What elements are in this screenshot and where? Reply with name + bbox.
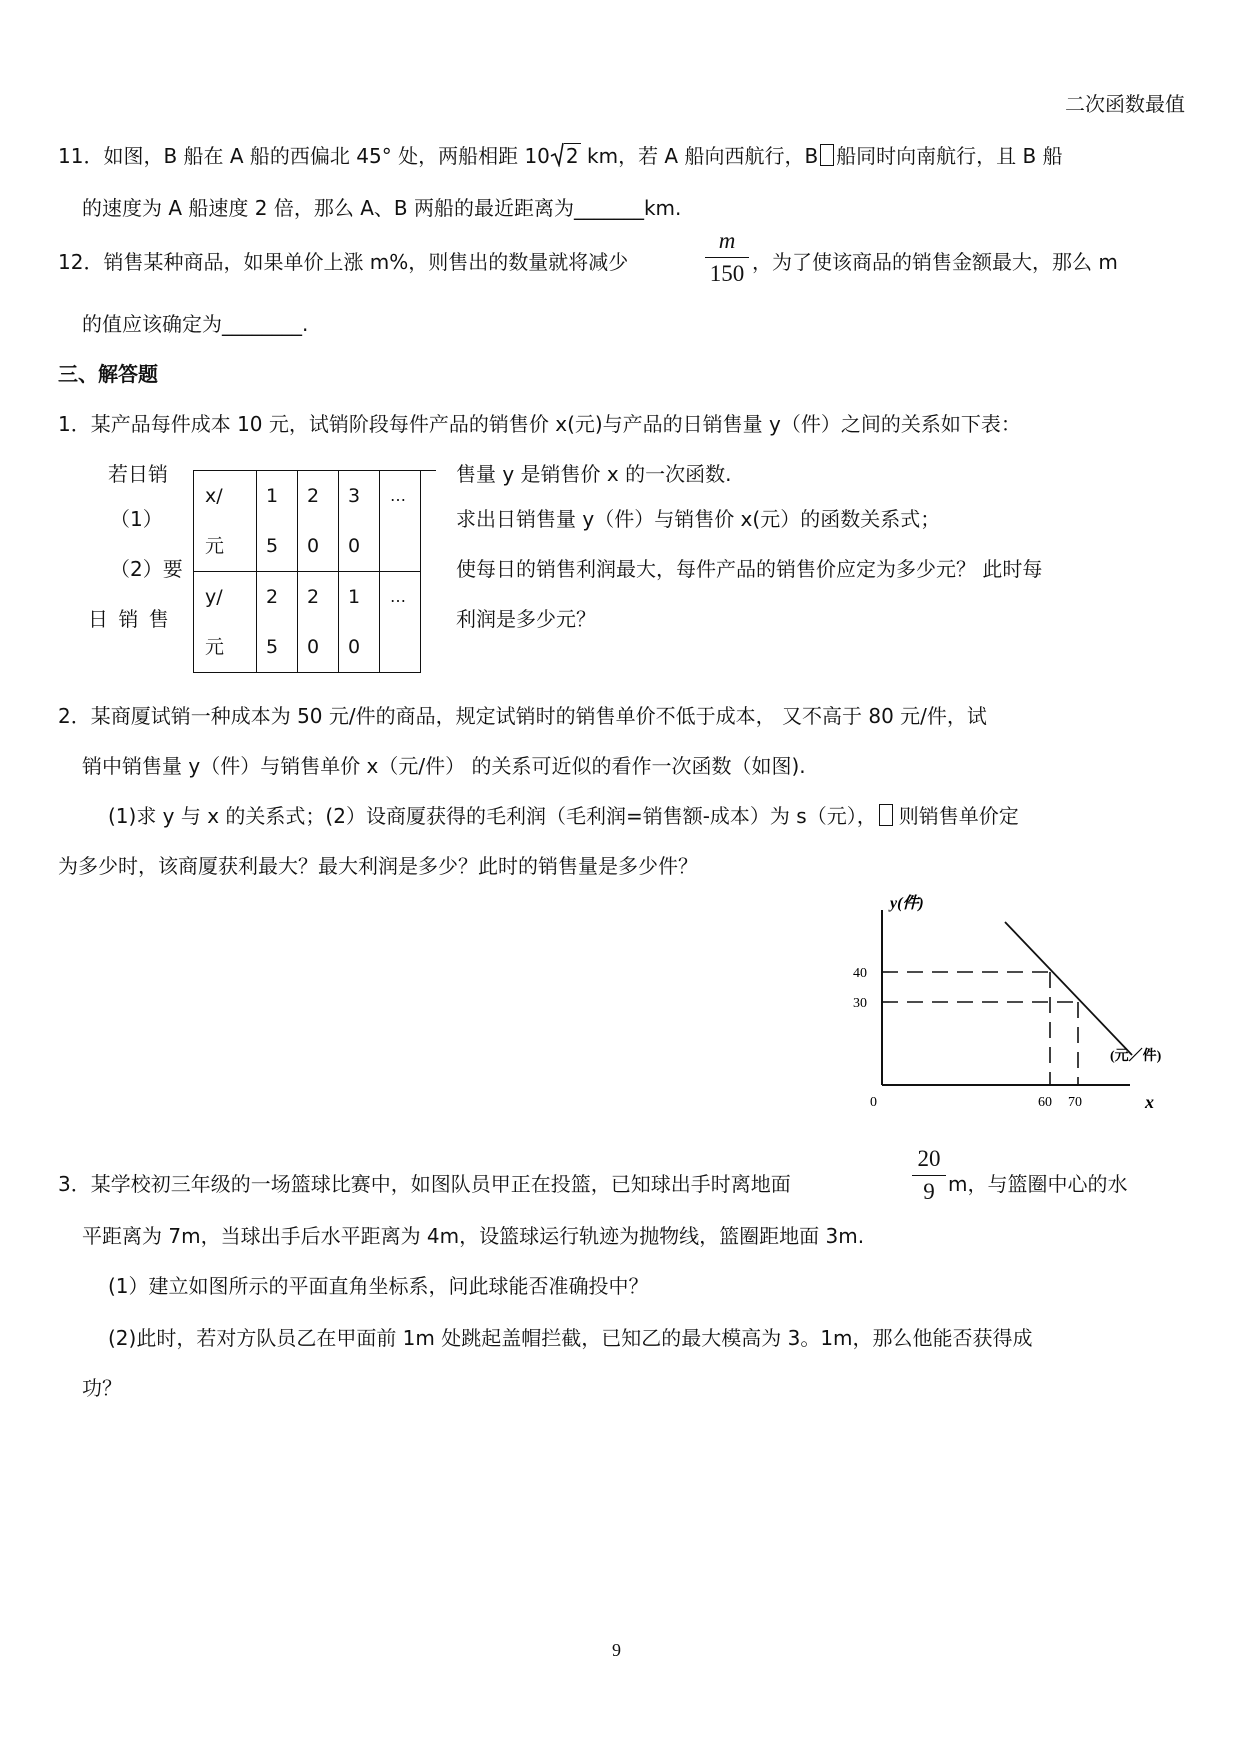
running-header: 二次函数最值 <box>1065 92 1185 116</box>
table-cell: 2 5 <box>257 572 298 673</box>
x-tick-60: 60 <box>1038 1095 1052 1110</box>
fraction-numerator: m <box>718 228 736 253</box>
origin-label: 0 <box>870 1095 877 1110</box>
fraction-bar <box>912 1175 946 1176</box>
row-label-x: x/ 元 <box>194 471 257 572</box>
fraction-denominator: 9 <box>923 1179 935 1204</box>
q12-line1a: 12．销售某种商品，如果单价上涨 m%，则售出的数量就将减少 <box>58 250 629 274</box>
table-cell: 2 0 <box>298 471 339 572</box>
x-axis-label: x <box>1145 1092 1154 1112</box>
table-row <box>194 471 421 572</box>
p2-line1: 2．某商厦试销一种成本为 50 元/件的商品，规定试销时的销售单价不低于成本， 又不高于 80 元/件，试 <box>58 704 987 728</box>
table-cell: 3 0 <box>339 471 380 572</box>
p2-line3 <box>108 800 1019 829</box>
fraction-denominator: 150 <box>709 261 745 286</box>
p3-sub1: (1）建立如图所示的平面直角坐标系，问此球能否准确投中？ <box>108 1274 649 1298</box>
table-cell-ellipsis: … <box>380 471 421 572</box>
q12-fraction <box>705 228 749 287</box>
demand-line <box>1005 922 1132 1055</box>
p3-sub2: (2)此时，若对方队员乙在甲面前 1m 处跳起盖帽拦截，已知乙的最大模高为 3。1m，那么他能否获得成 <box>108 1326 1033 1350</box>
sqrt-symbol <box>550 141 581 168</box>
p1-right3: 使每日的销售利润最大，每件产品的销售价应定为多少元？ 此时每 <box>456 557 1043 581</box>
radical-sign-icon <box>550 141 564 167</box>
fraction-numerator: 20 <box>917 1146 941 1171</box>
p2-line3b: 则销售单价定 <box>898 804 1019 828</box>
table-cell: 1 5 <box>257 471 298 572</box>
missing-glyph-box <box>820 144 834 166</box>
price-sales-table <box>193 470 421 673</box>
p1-left3: （2）要 <box>110 557 183 581</box>
radicand: 2 <box>565 144 579 168</box>
y-axis-label: y(件) <box>890 895 924 912</box>
p3-fraction <box>912 1146 946 1205</box>
table-cell: 1 0 <box>339 572 380 673</box>
y-tick-40: 40 <box>853 966 867 981</box>
q11-text-b: km，若 A 船向西航行，B <box>587 144 819 168</box>
q12-line1b: ，为了使该商品的销售金额最大，那么 m <box>752 250 1118 274</box>
p3-sub2-cont: 功？ <box>82 1376 122 1400</box>
page-number: 9 <box>612 1640 621 1660</box>
p1-left4: 日 销 售 <box>88 607 171 631</box>
missing-glyph-box <box>879 804 893 826</box>
p1-left2: （1） <box>110 507 163 531</box>
table-row <box>194 572 421 673</box>
p2-line2: 销中销售量 y（件）与销售单价 x（元/件） 的关系可近似的看作一次函数（如图). <box>82 754 806 778</box>
q11-text-c: 船同时向南航行，且 B 船 <box>836 144 1063 168</box>
fraction-bar <box>705 257 749 258</box>
p1-left1: 若日销 <box>108 462 168 486</box>
x-tick-70: 70 <box>1068 1095 1082 1110</box>
p3-line1b: m，与篮圈中心的水 <box>948 1172 1128 1196</box>
row-label-y: y/ 元 <box>194 572 257 673</box>
q11-line1 <box>58 140 1063 169</box>
p2-line4: 为多少时，该商厦获利最大？最大利润是多少？此时的销售量是多少件？ <box>58 854 698 878</box>
table-cell-ellipsis: … <box>380 572 421 673</box>
sales-graph <box>850 890 1180 1130</box>
q11-line2: 的速度为 A 船速度 2 倍，那么 A、B 两船的最近距离为_______km. <box>82 196 682 220</box>
p1-right1: 售量 y 是销售价 x 的一次函数. <box>456 462 732 486</box>
q12-line2: 的值应该确定为________. <box>82 312 309 336</box>
p1-line1: 1．某产品每件成本 10 元，试销阶段每件产品的销售价 x(元)与产品的日销售量 y（件）之间的关系如下表： <box>58 412 1021 436</box>
p2-line3a: (1)求 y 与 x 的关系式；(2）设商厦获得的毛利润（毛利润=销售额-成本）为 s（元）， <box>108 804 877 828</box>
section-heading: 三、解答题 <box>58 362 158 386</box>
p3-line2: 平距离为 7m，当球出手后水平距离为 4m，设篮球运行轨迹为抛物线，篮圈距地面 3m. <box>82 1224 865 1248</box>
x-unit-label: (元／件) <box>1110 1049 1162 1064</box>
table-cell: 2 0 <box>298 572 339 673</box>
q11-text-a: 11．如图，B 船在 A 船的西偏北 45° 处，两船相距 10 <box>58 144 550 168</box>
p1-right4: 利润是多少元？ <box>456 607 596 631</box>
p1-right2: 求出日销售量 y（件）与销售价 x(元）的函数关系式； <box>456 507 941 531</box>
y-tick-30: 30 <box>853 996 867 1011</box>
p3-line1a: 3．某学校初三年级的一场篮球比赛中，如图队员甲正在投篮，已知球出手时离地面 <box>58 1172 791 1196</box>
